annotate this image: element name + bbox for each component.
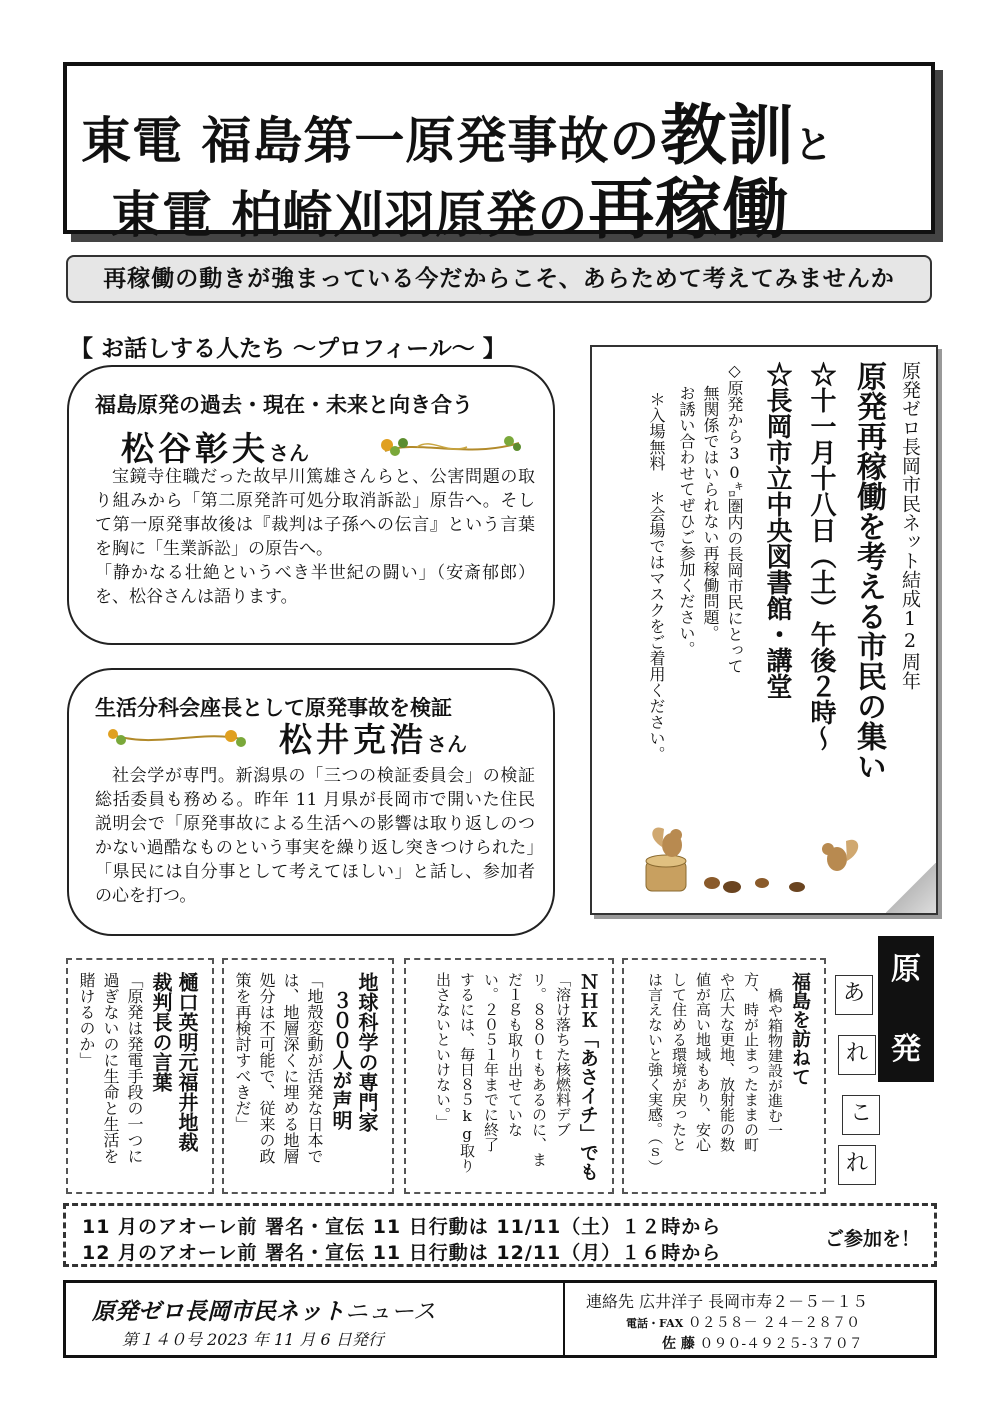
newsletter-name-suffix: ニュース <box>345 1299 436 1325</box>
genpatsu-label <box>878 936 934 1082</box>
event-title: 原発再稼働を考える市民の集い <box>851 361 886 781</box>
fukushima-body-3: や広大な更地、放射能の数 <box>718 972 736 1152</box>
action-cta: ご参加を！ <box>824 1228 920 1250</box>
newsletter-name <box>92 1293 436 1326</box>
tel-number: ０２５８－ ２４－２８７０ <box>687 1315 861 1331</box>
event-note-4: ＊入場無料 ＊会場ではマスクをご着用ください。 <box>647 391 666 762</box>
nhk-body-4: い。２０５１年までに終了 <box>482 972 500 1152</box>
arekore-char-3: こ <box>842 1095 880 1135</box>
title-box <box>63 62 935 248</box>
profile-heading: 【 お話しする人たち ～プロフィール～ 】 <box>70 335 506 362</box>
arekore-char-2: れ <box>838 1035 876 1075</box>
title-line-2 <box>111 156 789 251</box>
speaker-2-paragraph-1: 社会学が専門。新潟県の「三つの検証委員会」の検証総括委員も務める。昨年 11 月県が長岡市で開いた住民説明会で「原発事故による生活への影響は取り返しのつかない過酷なものという事実を繰り返し突きつけられた」「県民には自分事として考えてほしい」と話し、参加者の心を打つ。 <box>95 766 535 906</box>
title-line-2-a: 東電 柏崎刈羽原発の <box>111 186 589 244</box>
speaker-2-tagline: 生活分科会座長として原発事故を検証 <box>95 695 452 720</box>
speaker-2-name-line <box>279 714 467 761</box>
contact-info: 連絡先 広井洋子 長岡市寿２－５－１５ <box>586 1292 869 1311</box>
genpatsu-char-2: 発 <box>891 1032 921 1067</box>
action-line-1: 11 月のアオーレ前 署名・宣伝 11 日行動は 11/11（土）１２時から <box>82 1216 722 1238</box>
fukushima-body-4: 値が高い地域もあり、安心 <box>694 972 712 1152</box>
squirrel-illustration-icon <box>632 817 872 897</box>
title-line-1-c: と <box>794 123 834 167</box>
footer <box>63 1280 937 1358</box>
scientists-body-1: 「地殻変動が活発な日本で <box>305 972 324 1164</box>
speaker-2-honorific: さん <box>427 732 467 756</box>
column-scientists <box>222 958 394 1194</box>
higuchi-body-1: 「原発は発電手段の一つに <box>125 972 144 1164</box>
nhk-body-2: リ。８８０ｔもあるのに、ま <box>530 972 548 1167</box>
event-note-3: お誘い合わせてぜひご参加ください。 <box>677 385 696 657</box>
speaker-2-body <box>95 764 535 908</box>
poster-page-curl <box>886 863 936 913</box>
fukushima-body-5: して住める環境が戻ったと <box>670 972 688 1152</box>
column-higuchi <box>66 958 214 1194</box>
event-organizer: 原発ゼロ長岡市民ネット結成12周年 <box>899 361 921 690</box>
event-note-1: ◇原発から30㌔圏内の長岡市民にとって <box>725 361 744 674</box>
scientists-title-2: ３００人が声明 <box>329 990 353 1130</box>
speaker-2-name: 松井克浩 <box>279 720 427 759</box>
column-fukushima <box>622 958 826 1194</box>
vine-decoration-icon <box>377 429 527 463</box>
tel-label: 電話・FAX <box>626 1317 684 1330</box>
issue-info: 第１４０号 2023 年 11 月 6 日発行 <box>122 1330 384 1349</box>
higuchi-body-2: 過ぎないのに生命と生活を <box>101 972 120 1164</box>
genpatsu-char-1: 原 <box>891 952 921 987</box>
nhk-body-1: 「溶け落ちた核燃料デブ <box>554 972 572 1137</box>
speaker-1-honorific: さん <box>269 441 309 465</box>
nhk-body-5: するには、毎日８５kg取り <box>458 972 476 1173</box>
action-bar <box>63 1203 937 1267</box>
higuchi-title-2: 裁判長の言葉 <box>149 972 173 1092</box>
event-date: ☆十一月十八日（土）午後２時～ <box>806 361 836 751</box>
scientists-body-4: 策を再検討すべきだ」 <box>233 972 252 1132</box>
sato-label: 佐 藤 <box>662 1336 695 1352</box>
speaker-1-paragraph-1: 宝鏡寺住職だった故早川篤雄さんらと、公害問題の取り組みから「第二原発許可処分取消訴訟」原告へ。そして第一原発事故後は『裁判は子孫への伝言』という言葉を胸に「生業訴訟」の原告へ。 <box>95 467 535 559</box>
event-poster <box>590 345 938 915</box>
arekore-char-1: あ <box>835 975 873 1015</box>
newsletter-name-main: 原発ゼロ長岡市民ネット <box>92 1298 345 1325</box>
scientists-title-1: 地球科学の専門家 <box>355 972 379 1132</box>
fukushima-body-1: 橋や箱物建設が進む一 <box>766 988 784 1138</box>
title-line-2-b: 再稼働 <box>588 171 790 248</box>
speaker-box-2 <box>67 668 555 936</box>
fukushima-body-2: 方、時が止まったままの町 <box>742 972 760 1152</box>
vine-decoration-icon <box>103 720 253 754</box>
event-venue: ☆長岡市立中央図書館・講堂 <box>762 361 792 699</box>
scientists-body-3: 処分は不可能で、従来の政 <box>257 972 276 1164</box>
fukushima-title: 福島を訪ねて <box>789 972 811 1086</box>
tel-line <box>626 1312 860 1332</box>
speaker-1-name-line <box>121 423 309 470</box>
speaker-1-tagline: 福島原発の過去・現在・未来と向き合う <box>95 392 473 417</box>
speaker-1-paragraph-2: 「静かなる壮絶というべき半世紀の闘い」（安斎郁郎）を、松谷さんは語ります。 <box>95 563 535 607</box>
sato-line <box>662 1333 863 1353</box>
title-line-1-a: 東電 福島第一原発事故の <box>81 112 661 170</box>
speaker-1-body <box>95 465 535 609</box>
column-nhk <box>404 958 614 1194</box>
title-line-1-b: 教訓 <box>660 97 795 174</box>
nhk-title: ＮＨＫ「あさイチ」でも <box>577 972 599 1181</box>
event-note-2: 無関係ではいられない再稼働問題。 <box>701 385 720 641</box>
arekore-char-4: れ <box>838 1145 876 1185</box>
speaker-1-name: 松谷彰夫 <box>121 429 269 468</box>
higuchi-title-1: 樋口英明元福井地裁 <box>175 972 199 1152</box>
higuchi-body-3: 賭けるのか」 <box>77 972 96 1068</box>
footer-divider <box>563 1283 565 1355</box>
scientists-body-2: は、地層深くに埋める地層 <box>281 972 300 1164</box>
speaker-box-1 <box>67 365 555 645</box>
fukushima-body-6: は言えないと強く実感。（ｓ） <box>646 972 664 1175</box>
sato-tel: ０９０-４９２５-３７０７ <box>699 1336 863 1352</box>
subtitle-banner: 再稼働の動きが強まっている今だからこそ、あらためて考えてみませんか <box>66 255 932 303</box>
nhk-body-6: 出さないといけない。」 <box>434 972 452 1130</box>
nhk-body-3: だ１ｇも取り出せていな <box>506 972 524 1137</box>
action-line-2: 12 月のアオーレ前 署名・宣伝 11 日行動は 12/11（月）１６時から <box>82 1242 722 1264</box>
